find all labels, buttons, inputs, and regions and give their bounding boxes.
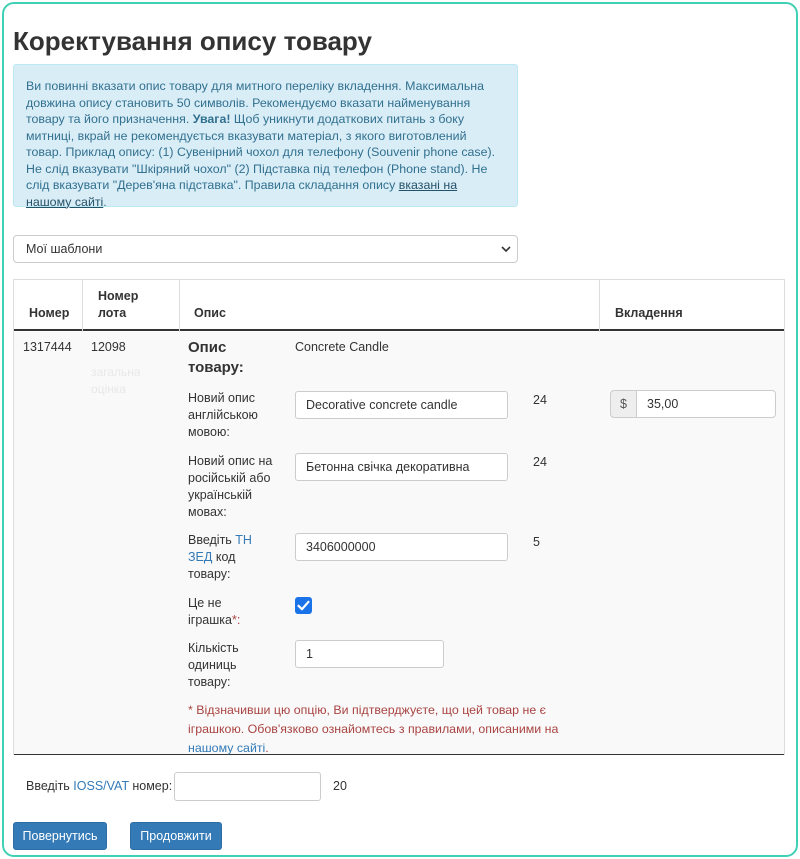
ioss-char-count: 20 <box>333 779 347 793</box>
alert-text-end: . <box>103 194 107 209</box>
not-toy-label <box>188 595 258 629</box>
header-number: Номер <box>29 306 70 320</box>
quantity-input[interactable]: 1 <box>295 640 444 668</box>
items-table <box>13 279 785 755</box>
description-original: Concrete Candle <box>295 340 389 354</box>
alert-rules-link[interactable]: вказані на нашому сайті <box>26 178 458 209</box>
note-site-link[interactable]: нашому сайті <box>188 741 266 755</box>
chevron-down-icon <box>501 244 511 254</box>
note-text: * Відзначивши цю опцію, Ви підтверджуєте, що цей товар не є іграшкою. Обов'язково ознайомтесь з правилами, описаними на <box>188 703 559 736</box>
info-alert <box>13 64 518 207</box>
not-toy-note <box>188 701 596 758</box>
templates-select[interactable] <box>13 235 518 263</box>
ioss-label-pre: Введіть <box>26 779 74 793</box>
continue-button[interactable]: Продовжити <box>130 822 222 850</box>
required-asterisk: *: <box>231 613 241 627</box>
hs-code-input[interactable]: 3406000000 <box>295 533 508 561</box>
russian-ukrainian-description-input[interactable]: Бетонна свічка декоративна <box>295 453 508 481</box>
header-description: Опис <box>194 306 226 320</box>
alert-warning: Увага! <box>192 112 231 126</box>
header-lot: Номер лота <box>98 289 139 320</box>
row-number: 1317444 <box>23 340 72 354</box>
contents-value-input[interactable]: 35,00 <box>636 390 776 418</box>
table-header <box>14 280 784 331</box>
hs-code-label-pre: Введіть <box>188 533 236 547</box>
row-lot: 12098 <box>91 340 126 354</box>
ioss-input[interactable] <box>174 772 321 801</box>
description-heading: Опис товару: <box>188 339 244 376</box>
english-description-input[interactable]: Decorative concrete candle <box>295 391 508 419</box>
alert-text-1: Ви повинні вказати опис товару для митного переліку вкладення. Максимальна довжина опису становить 50 символів. Рекомендуємо вказати найменування товару та його призначення. <box>26 79 485 126</box>
english-label: Новий опис англійською мовою: <box>188 391 258 439</box>
page-title: Коректування опису товару <box>13 26 372 56</box>
hs-code-label <box>188 532 278 583</box>
not-toy-checkbox[interactable] <box>295 597 312 614</box>
russian-ukrainian-char-count: 24 <box>533 455 547 469</box>
ioss-label <box>26 779 172 793</box>
note-end: . <box>265 741 269 755</box>
russian-ukrainian-label: Новий опис на російській або українській мовах: <box>188 454 273 519</box>
hs-code-label-post: код товару: <box>188 550 236 581</box>
alert-text-2: Щоб уникнути додаткових питань з боку митниці, вкрай не рекомендується вказувати матеріал, з якого виготовлений товар. Приклад опису: (1) Сувенірний чохол для телефону (Souvenir phone case). Не слід вказувати "Шкіряний чохол" (2) Підставка під телефон (Phone stand). Не слід вказувати "Дерев'яна підставка". Правила складання опису <box>26 112 496 192</box>
back-button[interactable]: Повернутись <box>13 822 107 850</box>
quantity-label: Кількість одиниць товару: <box>188 641 239 689</box>
checkmark-icon <box>295 597 312 614</box>
header-contents: Вкладення <box>615 306 683 320</box>
hs-code-char-count: 5 <box>533 535 540 549</box>
not-toy-label-text: Це не іграшка <box>188 596 232 627</box>
table-row <box>14 332 784 755</box>
templates-select-value: Мої шаблони <box>26 242 103 256</box>
ioss-label-post: номер: <box>128 779 173 793</box>
currency-addon: $ <box>610 390 637 418</box>
ioss-link[interactable]: IOSS/VAT <box>73 779 129 793</box>
english-char-count: 24 <box>533 393 547 407</box>
row-lot-faded: загальна оцінка <box>91 365 141 396</box>
hs-code-link[interactable]: ТН ЗЕД <box>188 533 252 564</box>
